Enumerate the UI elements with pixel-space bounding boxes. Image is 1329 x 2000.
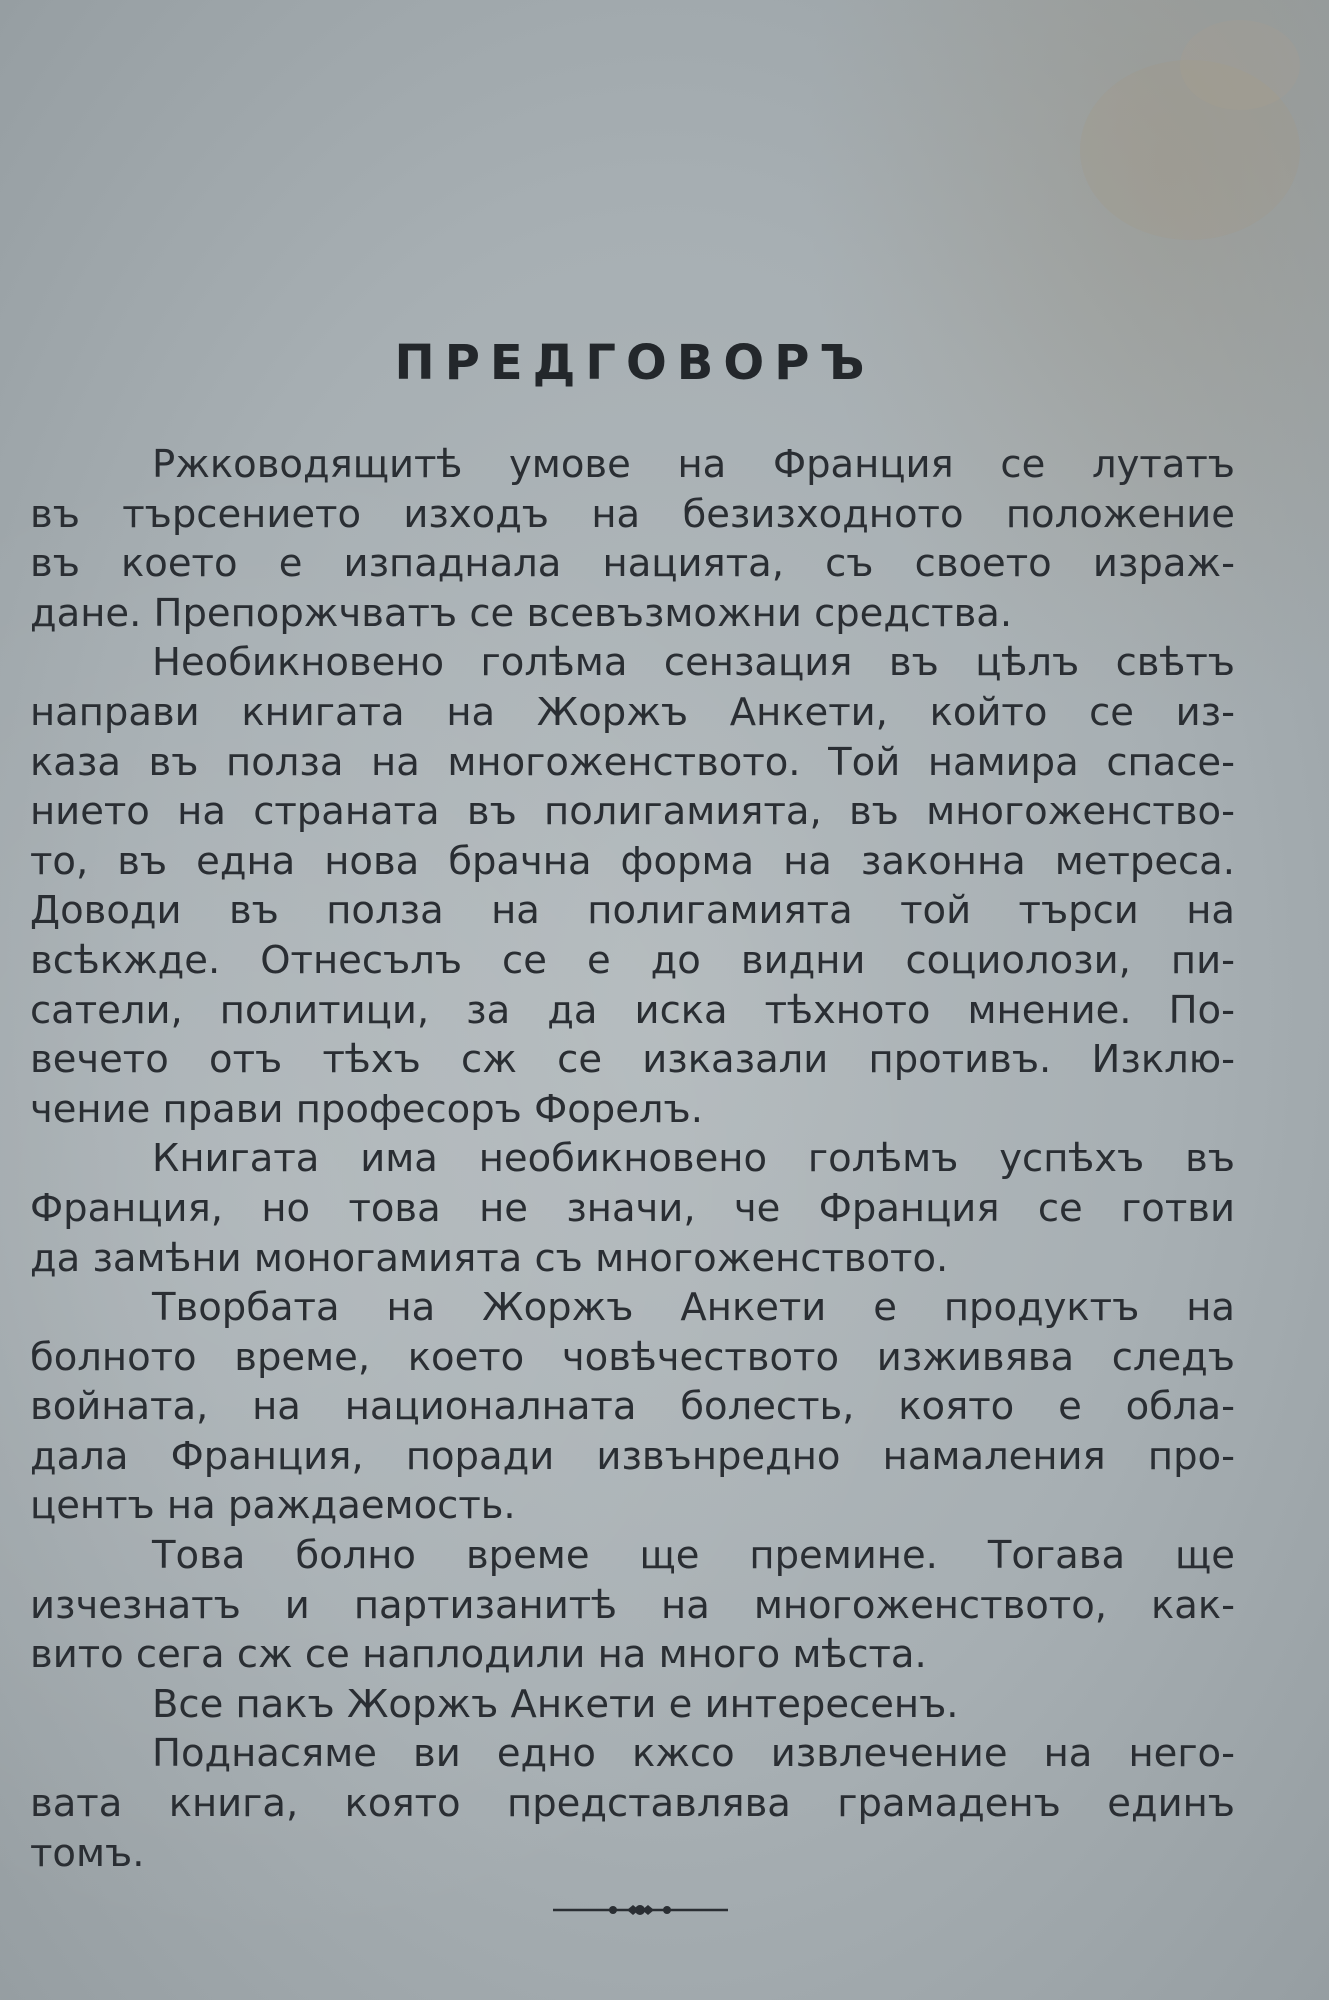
text-line: Франция, но това не значи, че Франция се готви [30, 1185, 1235, 1231]
text-line: то, въ една нова брачна форма на законна метреса. [30, 838, 1235, 884]
text-line: въ което е изпаднала нацията, съ своето израж- [30, 541, 1235, 587]
preface-text [30, 440, 1235, 1878]
text-line: Доводи въ полза на полигамията той търси на [30, 888, 1235, 934]
text-line: нието на страната въ полигамията, въ многоженство- [30, 789, 1235, 835]
water-stain [1180, 20, 1300, 110]
page-title: ПРЕДГОВОРЪ [394, 335, 875, 391]
text-line: вито сега сж се наплодили на много мѣста. [30, 1632, 927, 1678]
text-line: Поднасяме ви едно кжсо извлечение на него- [152, 1731, 1235, 1777]
text-line: каза въ полза на многоженството. Той намира спасе- [30, 739, 1235, 785]
text-line: сатели, политици, за да иска тѣхното мнение. По- [30, 987, 1235, 1033]
text-line: центъ на раждаемость. [30, 1483, 516, 1529]
text-line: вата книга, която представлява грамаденъ единъ [30, 1781, 1235, 1827]
ornament-divider-icon [553, 1900, 728, 1920]
text-line: Ржководящитѣ умове на Франция се лутатъ [152, 442, 1235, 487]
text-line: томъ. [30, 1830, 145, 1876]
text-line: чение прави професоръ Форелъ. [30, 1086, 703, 1132]
text-line: направи книгата на Жоржъ Анкети, който се из- [30, 689, 1235, 735]
text-line: всѣкждe. Отнесълъ се е до видни социолози, пи- [30, 937, 1235, 983]
text-line: дане. Препоржчватъ се всевъзможни средства. [30, 590, 1013, 636]
text-line: Това болно време ще премине. Тогава ще [152, 1533, 1235, 1579]
text-line: Необикновено голѣма сензация въ цѣлъ свѣтъ [152, 640, 1235, 686]
text-line: изчезнатъ и партизанитѣ на многоженството, как- [30, 1582, 1235, 1628]
text-line: да замѣни моногамията съ многоженството. [30, 1235, 949, 1281]
text-line: въ търсението изходъ на безизходното положение [30, 491, 1235, 537]
text-line: вечето отъ тѣхъ сж се изказали противъ. Изклю- [30, 1037, 1235, 1083]
text-line: болното време, което човѣчеството изживява следъ [30, 1334, 1235, 1380]
text-line: дала Франция, поради извънредно намаления про- [30, 1433, 1235, 1479]
text-line: Все пакъ Жоржъ Анкети е интересенъ. [152, 1681, 959, 1727]
text-line: Книгата има необикновено голѣмъ успѣхъ въ [152, 1136, 1235, 1182]
text-line: войната, на националната болесть, която е обла- [30, 1384, 1235, 1430]
text-line: Творбата на Жоржъ Анкети е продуктъ на [152, 1285, 1235, 1331]
